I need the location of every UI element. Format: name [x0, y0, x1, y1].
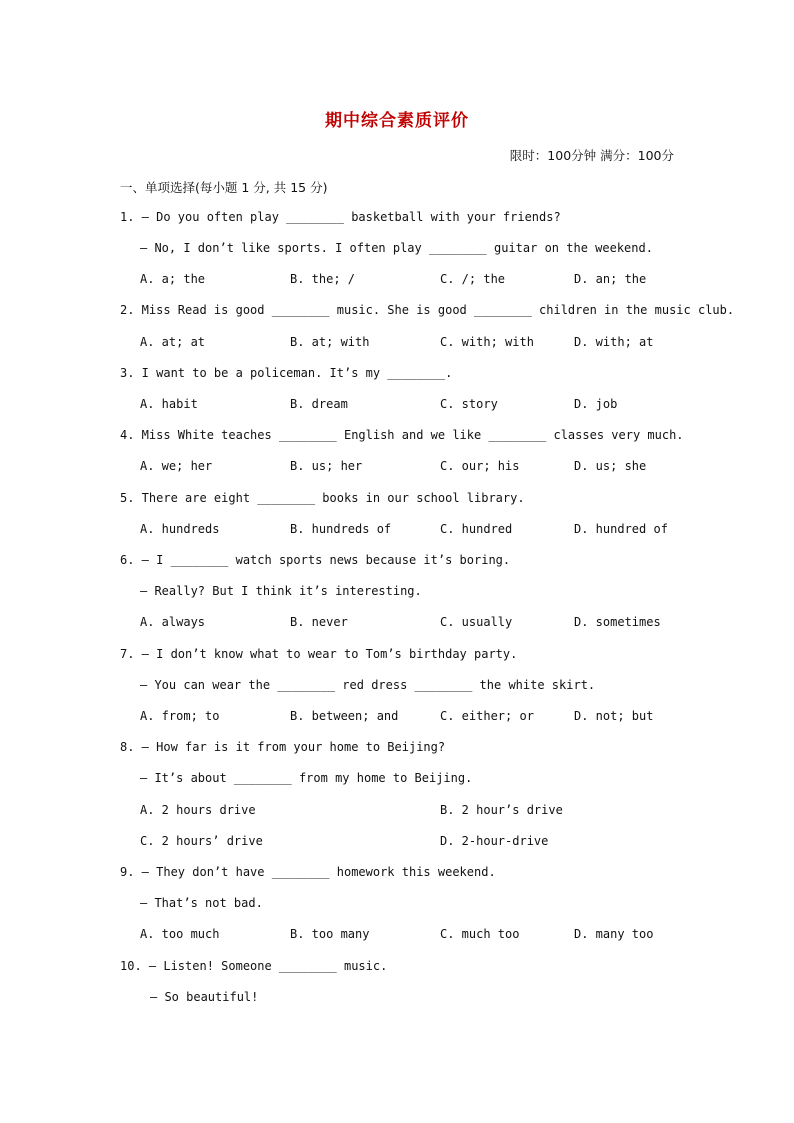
question-2-option-a: A. at; at	[140, 335, 206, 349]
question-2-stem: 2. Miss Read is good ________ music. She is good ________ children in the music club.	[120, 303, 735, 317]
question-7-stem: 7. — I don’t know what to wear to Tom’s birthday party.	[120, 647, 518, 661]
question-5-option-a: A. hundreds	[140, 522, 220, 536]
question-4-option-a: A. we; her	[140, 459, 213, 473]
question-4-option-c: C. our; his	[440, 459, 520, 473]
question-10-reply: — So beautiful!	[150, 990, 259, 1004]
question-6-option-d: D. sometimes	[574, 615, 661, 629]
question-9-reply: — That’s not bad.	[140, 896, 263, 910]
question-2-option-b: B. at; with	[290, 335, 370, 349]
question-1-option-d: D. an; the	[574, 272, 647, 286]
question-8-reply: — It’s about ________ from my home to Beijing.	[140, 771, 473, 785]
question-8-option-c: C. 2 hours’ drive	[140, 834, 263, 848]
section-title: 一、单项选择(每小题 1 分, 共 15 分)	[120, 180, 328, 195]
question-8-option-a: A. 2 hours drive	[140, 803, 256, 817]
question-6-option-a: A. always	[140, 615, 206, 629]
question-5-option-d: D. hundred of	[574, 522, 668, 536]
question-1-option-c: C. /; the	[440, 272, 506, 286]
question-5-option-b: B. hundreds of	[290, 522, 392, 536]
question-9-option-a: A. too much	[140, 927, 220, 941]
question-10-stem: 10. — Listen! Someone ________ music.	[120, 959, 388, 973]
question-6-option-c: C. usually	[440, 615, 513, 629]
question-2-option-d: D. with; at	[574, 335, 654, 349]
question-3-option-b: B. dream	[290, 397, 348, 411]
question-1-option-a: A. a; the	[140, 272, 206, 286]
question-3-stem: 3. I want to be a policeman. It’s my ________.	[120, 366, 453, 380]
exam-time-score: 限时：100分钟 满分：100分	[509, 148, 674, 163]
question-9-stem: 9. — They don’t have ________ homework this weekend.	[120, 865, 496, 879]
question-7-option-c: C. either; or	[440, 709, 534, 723]
question-8-option-d: D. 2-hour-drive	[440, 834, 549, 848]
question-3-option-c: C. story	[440, 397, 498, 411]
question-9-option-b: B. too many	[290, 927, 370, 941]
question-3-option-a: A. habit	[140, 397, 198, 411]
question-4-option-b: B. us; her	[290, 459, 363, 473]
question-1-stem: 1. — Do you often play ________ basketball with your friends?	[120, 210, 561, 224]
question-6-stem: 6. — I ________ watch sports news because it’s boring.	[120, 553, 511, 567]
question-4-option-d: D. us; she	[574, 459, 647, 473]
question-2-option-c: C. with; with	[440, 335, 534, 349]
exam-title: 期中综合素质评价	[325, 111, 469, 131]
question-8-stem: 8. — How far is it from your home to Beijing?	[120, 740, 446, 754]
question-9-option-c: C. much too	[440, 927, 520, 941]
question-8-option-b: B. 2 hour’s drive	[440, 803, 563, 817]
question-5-stem: 5. There are eight ________ books in our school library.	[120, 491, 525, 505]
question-5-option-c: C. hundred	[440, 522, 513, 536]
question-9-option-d: D. many too	[574, 927, 654, 941]
question-7-option-a: A. from; to	[140, 709, 220, 723]
question-3-option-d: D. job	[574, 397, 618, 411]
question-4-stem: 4. Miss White teaches ________ English and we like ________ classes very much.	[120, 428, 684, 442]
question-6-reply: — Really? But I think it’s interesting.	[140, 584, 422, 598]
question-1-reply: — No, I don’t like sports. I often play ________ guitar on the weekend.	[140, 241, 653, 255]
question-6-option-b: B. never	[290, 615, 348, 629]
question-7-option-b: B. between; and	[290, 709, 399, 723]
question-7-reply: — You can wear the ________ red dress ________ the white skirt.	[140, 678, 596, 692]
question-7-option-d: D. not; but	[574, 709, 654, 723]
question-1-option-b: B. the; /	[290, 272, 356, 286]
